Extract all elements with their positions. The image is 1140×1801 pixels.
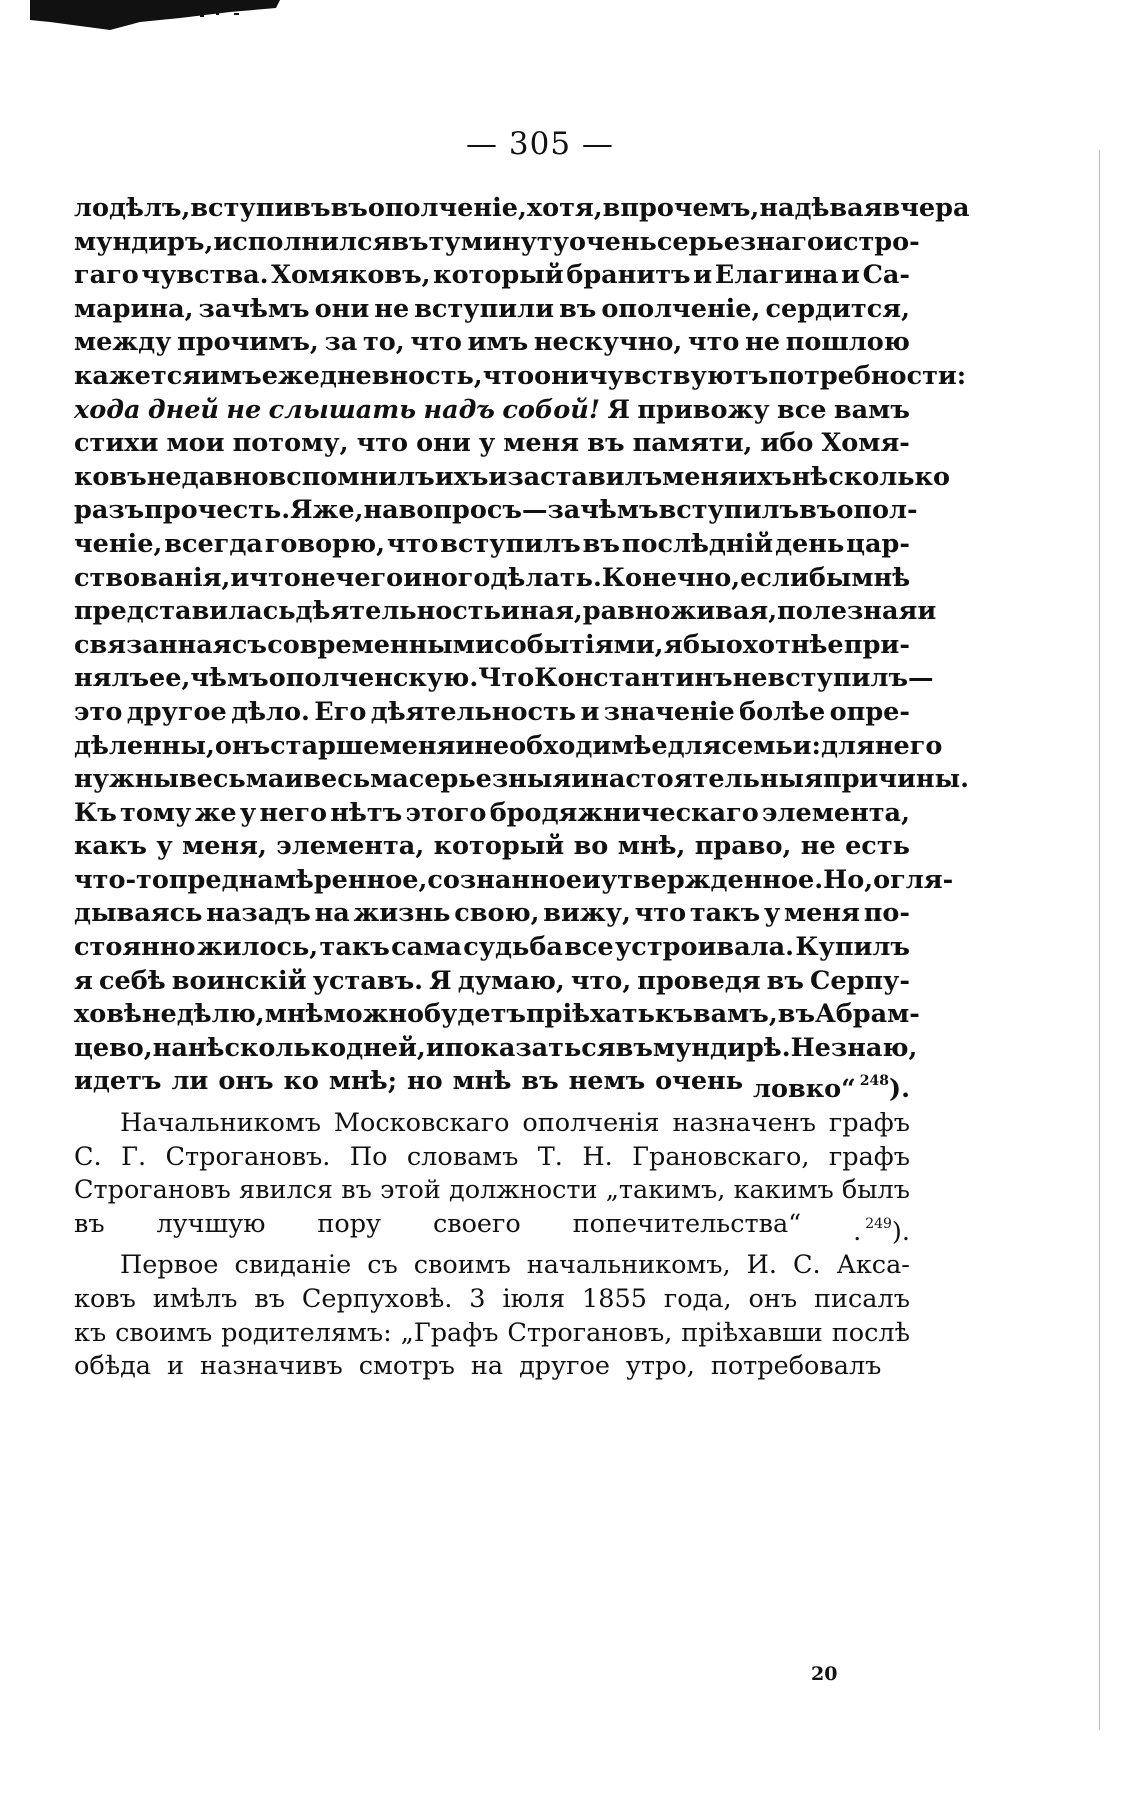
scan-edge-line <box>1099 150 1100 1730</box>
text-line: въ лучшую пору своего попечительства“ . $^{249}$). <box>74 1208 910 1247</box>
page-number: — 305 — <box>466 126 614 162</box>
text-line: стоянно жилось, такъ сама судьба все устроивала. Купилъ <box>74 932 910 963</box>
footnote-ref: 248 <box>859 1073 890 1090</box>
text-line: нужны весьма и весьма серьезныя и настоятельныя причины. <box>74 764 970 795</box>
text-line: хода дней не слышать надъ собой! Я привожу все вамъ <box>74 394 910 425</box>
text-line: связанная съ современными событіями, я бы охотнѣе при- <box>74 629 910 660</box>
text-line: что-то преднамѣренное, сознанное и утвержденное. Но, огля- <box>74 864 954 895</box>
text-line: къ своимъ родителямъ: „Графъ Строгановъ, пріѣхавши послѣ <box>74 1317 910 1348</box>
text-line: Начальникомъ Московскаго ополченія назначенъ графъ <box>120 1108 910 1139</box>
text-line: я себѣ воинскій уставъ. Я думаю, что, проведя въ Серпу- <box>74 965 910 996</box>
text-line: цево, на нѣсколько дней, и показаться въ мундирѣ. Не знаю, <box>74 1032 918 1063</box>
text-line: ковъ имѣлъ въ Серпуховѣ. 3 іюля 1855 года, онъ писалъ <box>74 1284 910 1314</box>
text-line: марина, зачѣмъ они не вступили въ ополченіе, сердится, <box>74 293 910 324</box>
text-line: Къ тому же у него нѣтъ этого бродяжническаго элемента, <box>74 797 910 828</box>
text-line: идетъ ли онъ ко мнѣ; но мнѣ въ немъ очень ловко“ $^{248}$). <box>74 1066 910 1105</box>
text-line: ковъ недавно вспомнилъ ихъ и заставилъ меня ихъ нѣсколько <box>74 461 950 492</box>
text-line: между прочимъ, за то, что имъ нескучно, что не пошлою <box>74 327 910 358</box>
text-line: представилась дѣятельность иная, равно живая, полезная и <box>74 596 937 627</box>
text-line: какъ у меня, элемента, который во мнѣ, право, не есть <box>74 831 910 862</box>
text-line: дѣленны, онъ старше меня и необходимѣе для семьи: для него <box>74 730 943 761</box>
text-line: обѣда и назначивъ смотръ на другое утро, потребовалъ <box>74 1351 882 1382</box>
footnote-ref: 249 <box>865 1215 892 1232</box>
scan-ink-smudge <box>30 0 280 34</box>
signature-mark: 20 <box>811 1663 838 1685</box>
text-line: С. Г. Строгановъ. По словамъ Т. Н. Грановскаго, графъ <box>74 1141 910 1172</box>
text-line: ченіе, всегда говорю, что вступилъ въ послѣдній день цар- <box>74 528 910 559</box>
text-line: Строгановъ явился въ этой должности „такимъ, какимъ былъ <box>74 1175 910 1206</box>
text-line: нялъ ее, чѣмъ ополченскую. Что Константинъ не вступилъ— <box>74 663 934 694</box>
text-line: ствованія, и что нечего иного дѣлать. Конечно, если бы мнѣ <box>74 562 911 593</box>
text-line: мундиръ, исполнился въ ту минуту очень серьезнаго и стро- <box>74 226 920 257</box>
text-line: ховѣ недѣлю, мнѣ можно будетъ пріѣхать къ вамъ, въ Абрам- <box>74 999 920 1030</box>
text-line: гаго чувства. Хомяковъ, который бранитъ и Елагина и Са- <box>74 260 910 291</box>
text-line: разъ прочесть. Я же, на вопросъ—зачѣмъ вступилъ въ опол- <box>74 495 918 526</box>
body-text <box>74 192 970 1384</box>
text-line: дываясь назадъ на жизнь свою, вижу, что такъ у меня по- <box>74 898 910 929</box>
text-line: стихи мои потому, что они у меня въ памяти, ибо Хомя- <box>74 428 910 459</box>
text-line: Первое свиданіе съ своимъ начальникомъ, И. С. Акса- <box>120 1250 910 1281</box>
text-line: кажется имъ ежедневность, что они чувствуютъ потребности: <box>74 360 967 391</box>
text-line: лодѣлъ, вступивъ въ ополченіе, хотя, впрочемъ, надѣвая вчера <box>74 193 970 223</box>
text-line: это другое дѣло. Его дѣятельность и значеніе болѣе опре- <box>74 696 910 727</box>
